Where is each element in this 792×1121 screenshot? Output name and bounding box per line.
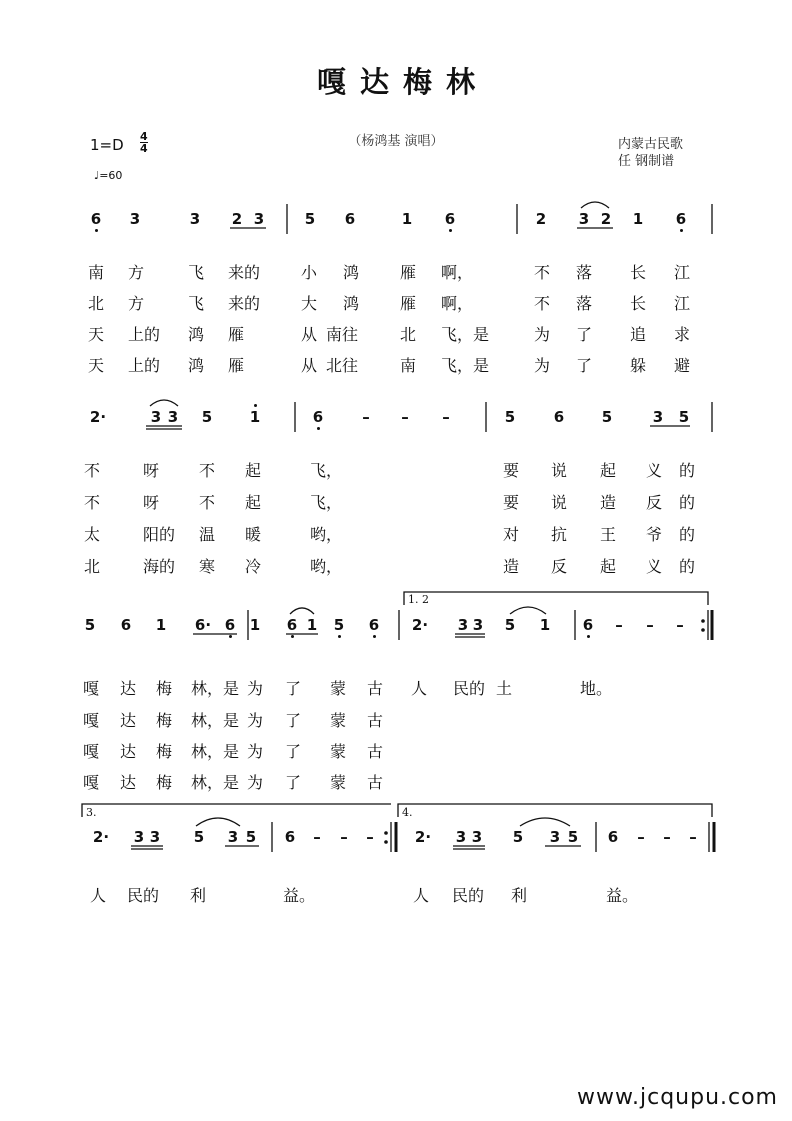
lyric: 了 [285, 742, 302, 761]
lyric: 不 [199, 461, 216, 480]
lyric: 利 [511, 886, 528, 905]
lyric: 人 [411, 679, 428, 698]
lyric: 北 [400, 325, 417, 344]
note: 3 [472, 616, 484, 634]
note: 6 [366, 616, 382, 634]
lyric: 古 [367, 679, 384, 698]
note: – [442, 408, 450, 426]
lyric: 林，是 [191, 679, 240, 698]
lyric: 求 [674, 325, 691, 344]
note: 6 [673, 210, 689, 228]
lyric: 太 [84, 525, 101, 544]
lyric: 造 [600, 493, 617, 512]
note: 5 [304, 210, 316, 228]
lyric: 说 [551, 461, 568, 480]
note: 3 [189, 210, 201, 228]
note: 3 [227, 828, 239, 846]
lyric: 古 [367, 742, 384, 761]
lyric: 抗 [551, 525, 568, 544]
lyric: 为 [247, 742, 264, 761]
lyric: 飞， [310, 493, 343, 512]
site-watermark: www.jcqupu.com [577, 1085, 778, 1110]
lyric: 不 [84, 493, 101, 512]
lyric: 落 [576, 294, 593, 313]
lyric: 古 [367, 711, 384, 730]
lyric: 暖 [245, 525, 262, 544]
lyric: 鸿 [343, 263, 360, 282]
lyric: 反 [551, 557, 568, 576]
lyric: 哟， [310, 557, 343, 576]
time-denominator: 4 [140, 142, 148, 155]
volta-label: 4. [402, 806, 413, 819]
lyric: 雁 [228, 356, 245, 375]
lyric: 民的 [452, 886, 485, 905]
note: 3 [129, 210, 141, 228]
note: 5 [201, 408, 213, 426]
lyric: 了 [285, 773, 302, 792]
volta-label: 1. 2 [408, 593, 429, 606]
lyric: 的 [679, 493, 696, 512]
note: 3 [149, 828, 161, 846]
lyric: 飞，是 [441, 356, 490, 375]
lyric: 躲 [630, 356, 647, 375]
lyric: 梅 [156, 742, 173, 761]
lyric: 蒙 [330, 679, 347, 698]
note: – [401, 408, 409, 426]
lyric: 了 [576, 325, 593, 344]
note: 5 [678, 408, 690, 426]
note: 6 [607, 828, 619, 846]
note: 6 [553, 408, 565, 426]
lyric: 江 [674, 263, 691, 282]
lyric: 林，是 [191, 742, 240, 761]
note: 6 [120, 616, 132, 634]
lyric: 南 [88, 263, 105, 282]
lyric: 达 [120, 679, 137, 698]
lyric: 方 [128, 294, 145, 313]
lyric: 从 [301, 356, 318, 375]
lyric: 来的 [228, 294, 261, 313]
lyric: 梅 [156, 679, 173, 698]
note: – [313, 828, 321, 846]
note: – [676, 616, 684, 634]
lyric: 对 [503, 525, 520, 544]
lyric: 避 [674, 356, 691, 375]
lyric: 追 [630, 325, 647, 344]
lyric: 鸿 [343, 294, 360, 313]
note: 1 [247, 408, 263, 426]
lyric: 飞，是 [441, 325, 490, 344]
lyric: 王 [600, 525, 617, 544]
lyric: 鸿 [188, 325, 205, 344]
note: 5 [512, 828, 524, 846]
note: 1 [249, 616, 261, 634]
lyric: 达 [120, 773, 137, 792]
lyric: 起 [245, 493, 262, 512]
lyric: 梅 [156, 711, 173, 730]
time-signature [140, 131, 148, 154]
lyric: 不 [199, 493, 216, 512]
lyric: 雁 [400, 294, 417, 313]
lyric: 了 [576, 356, 593, 375]
note: 5 [601, 408, 613, 426]
lyric: 蒙 [330, 773, 347, 792]
note: – [362, 408, 370, 426]
lyric: 起 [245, 461, 262, 480]
lyric: 益。 [283, 886, 316, 905]
note: 6 [580, 616, 596, 634]
lyric: 的 [679, 461, 696, 480]
note: 3 [457, 616, 469, 634]
time-numerator: 4 [140, 130, 148, 143]
lyric: 嘎 [83, 711, 100, 730]
lyric: 小 [301, 263, 318, 282]
lyric: 林，是 [191, 773, 240, 792]
lyric: 方 [128, 263, 145, 282]
lyric: 雁 [228, 325, 245, 344]
lyric: 北 [84, 557, 101, 576]
note: – [689, 828, 697, 846]
lyric: 从 [301, 325, 318, 344]
tempo-marking: ♩=60 [94, 169, 123, 182]
lyric: 温 [199, 525, 216, 544]
note: 5 [504, 408, 516, 426]
lyric: 不 [534, 263, 551, 282]
note: 6 [344, 210, 356, 228]
lyric: 民的 [453, 679, 486, 698]
lyric: 为 [247, 711, 264, 730]
note: – [646, 616, 654, 634]
lyric: 为 [534, 325, 551, 344]
key-signature: 1=D [90, 136, 124, 154]
lyric: 哟， [310, 525, 343, 544]
lyric: 嘎 [83, 742, 100, 761]
lyric: 土 [496, 679, 513, 698]
lyric: 民的 [127, 886, 160, 905]
note: 3 [471, 828, 483, 846]
lyric: 北往 [326, 356, 359, 375]
lyric: 益。 [606, 886, 639, 905]
lyric: 为 [534, 356, 551, 375]
note: 6 [284, 828, 296, 846]
note: 1 [155, 616, 167, 634]
lyric: 不 [84, 461, 101, 480]
song-title: 嘎达梅林 [316, 65, 489, 99]
lyric: 说 [551, 493, 568, 512]
note: 2 [600, 210, 612, 228]
lyric: 天 [88, 356, 105, 375]
lyric: 上的 [128, 325, 161, 344]
note: 3 [578, 210, 590, 228]
note: 3 [150, 408, 162, 426]
lyric: 天 [88, 325, 105, 344]
lyric: 北 [88, 294, 105, 313]
lyric: 造 [503, 557, 520, 576]
note: 2· [414, 828, 432, 846]
lyric: 蒙 [330, 742, 347, 761]
lyric: 嘎 [83, 773, 100, 792]
note: 2· [89, 408, 107, 426]
lyric: 达 [120, 742, 137, 761]
lyric: 为 [247, 679, 264, 698]
slur [581, 202, 609, 208]
lyric: 梅 [156, 773, 173, 792]
note: 5 [567, 828, 579, 846]
note: 2· [411, 616, 429, 634]
lyric: 寒 [199, 557, 216, 576]
lyric: 起 [600, 461, 617, 480]
note: 5 [331, 616, 347, 634]
note: – [663, 828, 671, 846]
note: 3 [455, 828, 467, 846]
note: 3 [167, 408, 179, 426]
lyric: 落 [576, 263, 593, 282]
lyric: 嘎 [83, 679, 100, 698]
lyric: 南往 [326, 325, 359, 344]
lyric: 爷 [646, 525, 663, 544]
lyric: 呀 [143, 493, 160, 512]
lyric: 古 [367, 773, 384, 792]
note: 1 [632, 210, 644, 228]
lyric: 长 [630, 294, 647, 313]
lyric: 长 [630, 263, 647, 282]
note: 5 [245, 828, 257, 846]
note: 3 [253, 210, 265, 228]
lyric: 冷 [245, 557, 262, 576]
note: 1 [306, 616, 318, 634]
lyric: 要 [503, 461, 520, 480]
lyric: 为 [247, 773, 264, 792]
lyric: 飞 [188, 294, 205, 313]
note: 3 [549, 828, 561, 846]
lyric: 义 [646, 461, 663, 480]
lyric: 利 [190, 886, 207, 905]
lyric: 人 [90, 886, 107, 905]
lyric: 鸿 [188, 356, 205, 375]
lyric: 人 [413, 886, 430, 905]
lyric: 的 [679, 557, 696, 576]
note: 5 [84, 616, 96, 634]
lyric: 南 [400, 356, 417, 375]
lyric: 蒙 [330, 711, 347, 730]
lyric: 起 [600, 557, 617, 576]
note: 2· [92, 828, 110, 846]
note: – [366, 828, 374, 846]
note: 6 [310, 408, 326, 426]
origin-line-1: 内蒙古民歌 [618, 137, 684, 152]
lyric: 上的 [128, 356, 161, 375]
note: 6 [284, 616, 300, 634]
lyric: 达 [120, 711, 137, 730]
volta-label: 3. [86, 806, 97, 819]
lyric: 啊， [441, 294, 474, 313]
lyric: 义 [646, 557, 663, 576]
note: 5 [193, 828, 205, 846]
note: 1 [539, 616, 551, 634]
note: 2 [231, 210, 243, 228]
note: 3 [133, 828, 145, 846]
lyric: 的 [679, 525, 696, 544]
note: – [340, 828, 348, 846]
note: – [615, 616, 623, 634]
lyric: 了 [285, 679, 302, 698]
note: 6· [194, 616, 212, 634]
lyric: 雁 [400, 263, 417, 282]
note: 6 [442, 210, 458, 228]
note: 6 [222, 616, 238, 634]
performer-credit: （杨鸿基 演唱） [348, 134, 444, 149]
note: – [637, 828, 645, 846]
note: 6 [88, 210, 104, 228]
lyric: 林，是 [191, 711, 240, 730]
origin-credit [618, 136, 683, 170]
lyric: 江 [674, 294, 691, 313]
lyric: 飞 [188, 263, 205, 282]
note: 5 [504, 616, 516, 634]
lyric: 不 [534, 294, 551, 313]
lyric: 反 [646, 493, 663, 512]
note: 3 [652, 408, 664, 426]
note: 1 [401, 210, 413, 228]
lyric: 啊， [441, 263, 474, 282]
lyric: 要 [503, 493, 520, 512]
lyric: 地。 [580, 679, 613, 698]
lyric: 来的 [228, 263, 261, 282]
lyric: 阳的 [143, 525, 176, 544]
lyric: 了 [285, 711, 302, 730]
lyric: 海的 [143, 557, 176, 576]
lyric: 大 [301, 294, 318, 313]
lyric: 飞， [310, 461, 343, 480]
lyric: 呀 [143, 461, 160, 480]
note: 2 [535, 210, 547, 228]
origin-line-2: 任 钢制谱 [618, 154, 675, 169]
